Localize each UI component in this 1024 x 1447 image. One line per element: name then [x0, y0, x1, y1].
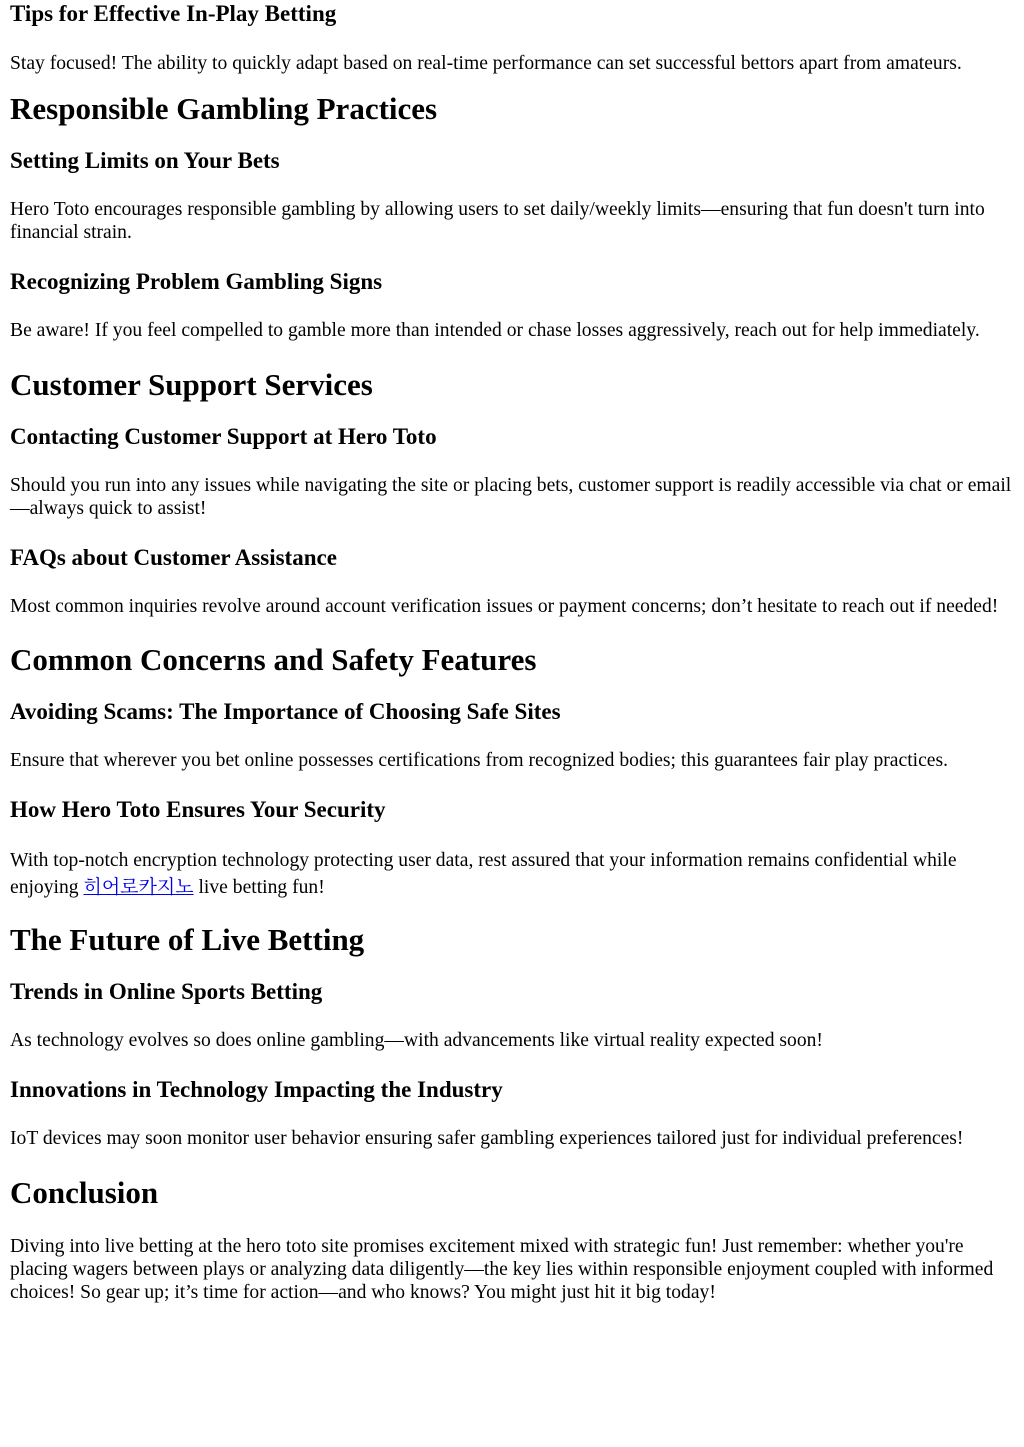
- security-text: [10, 847, 1016, 901]
- security-text-before: With top-notch encryption technology protecting user data, rest assured that your information remains confidential while enjoying: [10, 850, 957, 898]
- contacting-support-text: Should you run into any issues while navigating the site or placing bets, customer support is readily accessible via chat or email—always quick to assist!: [10, 475, 1012, 519]
- security-heading: How Hero Toto Ensures Your Security: [10, 797, 386, 822]
- casino-link[interactable]: 히어로카지노: [83, 876, 194, 898]
- problem-gambling-text: Be aware! If you feel compelled to gamble more than intended or chase losses aggressively, reach out for help immediately.: [10, 320, 980, 341]
- trends-text: As technology evolves so does online gambling—with advancements like virtual reality expected soon!: [10, 1030, 823, 1051]
- setting-limits-text: Hero Toto encourages responsible gambling by allowing users to set daily/weekly limits—ensuring that fun doesn't turn into financial strain.: [10, 199, 985, 243]
- contacting-support-heading: Contacting Customer Support at Hero Toto: [10, 424, 437, 449]
- future-live-betting-heading: The Future of Live Betting: [10, 922, 365, 957]
- problem-gambling-heading: Recognizing Problem Gambling Signs: [10, 269, 383, 294]
- inplay-tips-heading: Tips for Effective In-Play Betting: [10, 1, 337, 26]
- conclusion-text: Diving into live betting at the hero toto site promises excitement mixed with strategic fun! Just remember: whether you're placing wagers between plays or analyzing data diligently—the key lies within responsible enjoyment coupled with informed choices! So gear up; it’s time for action—and who knows? You might just hit it big today!: [10, 1236, 994, 1303]
- faq-heading: FAQs about Customer Assistance: [10, 545, 337, 570]
- trends-heading: Trends in Online Sports Betting: [10, 979, 323, 1004]
- inplay-tips-text: Stay focused! The ability to quickly adapt based on real-time performance can set successful bettors apart from amateurs.: [10, 53, 962, 74]
- safety-features-heading: Common Concerns and Safety Features: [10, 642, 537, 677]
- avoiding-scams-heading: Avoiding Scams: The Importance of Choosing Safe Sites: [10, 699, 561, 724]
- faq-text: Most common inquiries revolve around account verification issues or payment concerns; don’t hesitate to reach out if needed!: [10, 596, 999, 617]
- security-text-after: live betting fun!: [193, 877, 325, 898]
- setting-limits-heading: Setting Limits on Your Bets: [10, 148, 280, 173]
- innovations-text: IoT devices may soon monitor user behavior ensuring safer gambling experiences tailored just for individual preferences!: [10, 1128, 964, 1149]
- avoiding-scams-text: Ensure that wherever you bet online possesses certifications from recognized bodies; this guarantees fair play practices.: [10, 750, 948, 771]
- conclusion-heading: Conclusion: [10, 1175, 159, 1210]
- article: [0, 1, 1024, 1304]
- customer-support-heading: Customer Support Services: [10, 367, 373, 402]
- innovations-heading: Innovations in Technology Impacting the Industry: [10, 1077, 503, 1102]
- responsible-gambling-heading: Responsible Gambling Practices: [10, 91, 438, 126]
